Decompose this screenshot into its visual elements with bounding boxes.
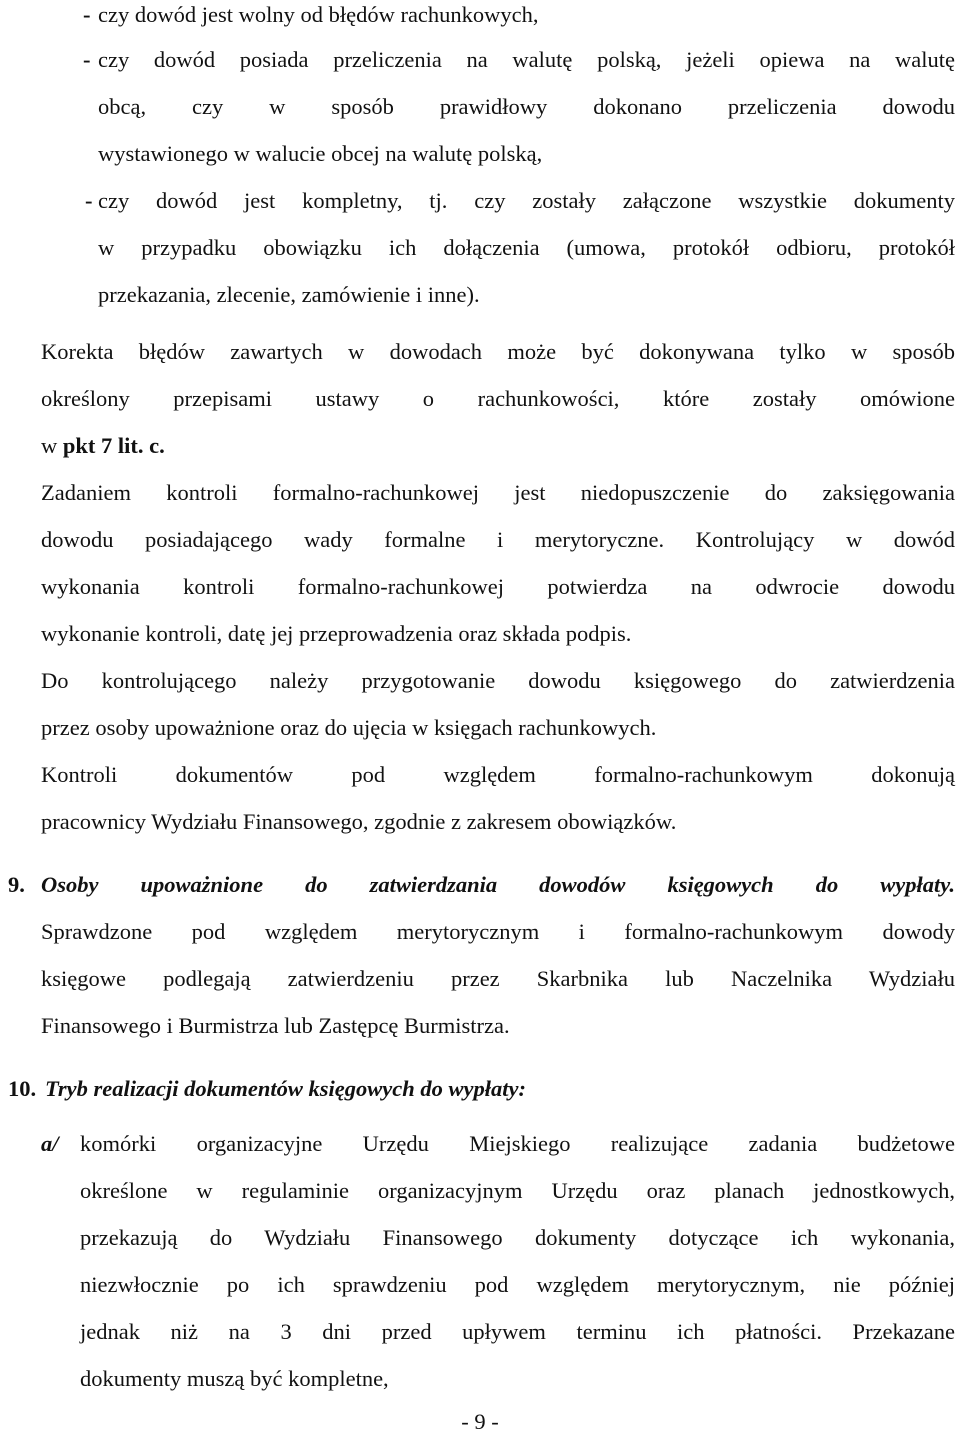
do-line-2: przez osoby upoważnione oraz do ujęcia w księgach rachunkowych. [41, 715, 657, 740]
korekta-reference: pkt 7 lit. c. [62, 433, 165, 458]
checklist-item-2-line-3: wystawionego w walucie obcej na walutę polską, [98, 141, 543, 166]
section-10-number: 10. [8, 1076, 37, 1101]
item-a-marker: a/ [41, 1131, 59, 1156]
checklist-item-3-line-1: czy dowód jest kompletny, tj. czy zostały załączone wszystkie dokumenty [98, 188, 955, 213]
section-9-line-2: księgowe podlegają zatwierdzeniu przez Skarbnika lub Naczelnika Wydziału [41, 966, 955, 991]
section-9-number: 9. [8, 872, 25, 897]
item-a-line-2: określone w regulaminie organizacyjnym Urzędu oraz planach jednostkowych, [80, 1178, 955, 1203]
kontroli-line-2: pracownicy Wydziału Finansowego, zgodnie z zakresem obowiązków. [41, 809, 677, 834]
section-9-heading: Osoby upoważnione do zatwierdzania dowodów księgowych do wypłaty. [41, 872, 955, 897]
section-10-heading: Tryb realizacji dokumentów księgowych do wypłaty: [45, 1076, 527, 1101]
section-9-line-3: Finansowego i Burmistrza lub Zastępcę Burmistrza. [41, 1013, 510, 1038]
checklist-item-2-line-2: obcą, czy w sposób prawidłowy dokonano przeliczenia dowodu [98, 94, 955, 119]
item-a-line-4: niezwłocznie po ich sprawdzeniu pod względem merytorycznym, nie później [80, 1272, 955, 1297]
korekta-line-2: określony przepisami ustawy o rachunkowości, które zostały omówione [41, 386, 955, 411]
korekta-line-3-prefix: w [41, 433, 63, 458]
dash-2: - [83, 47, 91, 72]
do-line-1: Do kontrolującego należy przygotowanie dowodu księgowego do zatwierdzenia [41, 668, 955, 693]
checklist-item-1-line-1: czy dowód jest wolny od błędów rachunkowych, [98, 2, 539, 27]
item-a-line-1: komórki organizacyjne Urzędu Miejskiego realizujące zadania budżetowe [80, 1131, 955, 1156]
page-number: - 9 - [461, 1409, 499, 1434]
korekta-line-1: Korekta błędów zawartych w dowodach może być dokonywana tylko w sposób [41, 339, 955, 364]
zadaniem-line-3: wykonania kontroli formalno-rachunkowej potwierdza na odwrocie dowodu [41, 574, 955, 599]
zadaniem-line-4: wykonanie kontroli, datę jej przeprowadzenia oraz składa podpis. [41, 621, 632, 646]
dash-1: - [83, 2, 91, 27]
checklist-item-2-line-1: czy dowód posiada przeliczenia na walutę polską, jeżeli opiewa na walutę [98, 47, 955, 72]
zadaniem-line-1: Zadaniem kontroli formalno-rachunkowej jest niedopuszczenie do zaksięgowania [41, 480, 955, 505]
item-a-line-3: przekazują do Wydziału Finansowego dokumenty dotyczące ich wykonania, [80, 1225, 955, 1250]
dash-3: - [85, 188, 93, 213]
section-9-line-1: Sprawdzone pod względem merytorycznym i formalno-rachunkowym dowody [41, 919, 955, 944]
checklist-item-3-line-2: w przypadku obowiązku ich dołączenia (umowa, protokół odbioru, protokół [98, 235, 955, 260]
zadaniem-line-2: dowodu posiadającego wady formalne i merytoryczne. Kontrolujący w dowód [41, 527, 955, 552]
item-a-line-6: dokumenty muszą być kompletne, [80, 1366, 389, 1391]
item-a-line-5: jednak niż na 3 dni przed upływem terminu ich płatności. Przekazane [80, 1319, 955, 1344]
checklist-item-3-line-3: przekazania, zlecenie, zamówienie i inne). [98, 282, 480, 307]
korekta-line-3 [41, 431, 165, 461]
kontroli-line-1: Kontroli dokumentów pod względem formalno-rachunkowym dokonują [41, 762, 955, 787]
